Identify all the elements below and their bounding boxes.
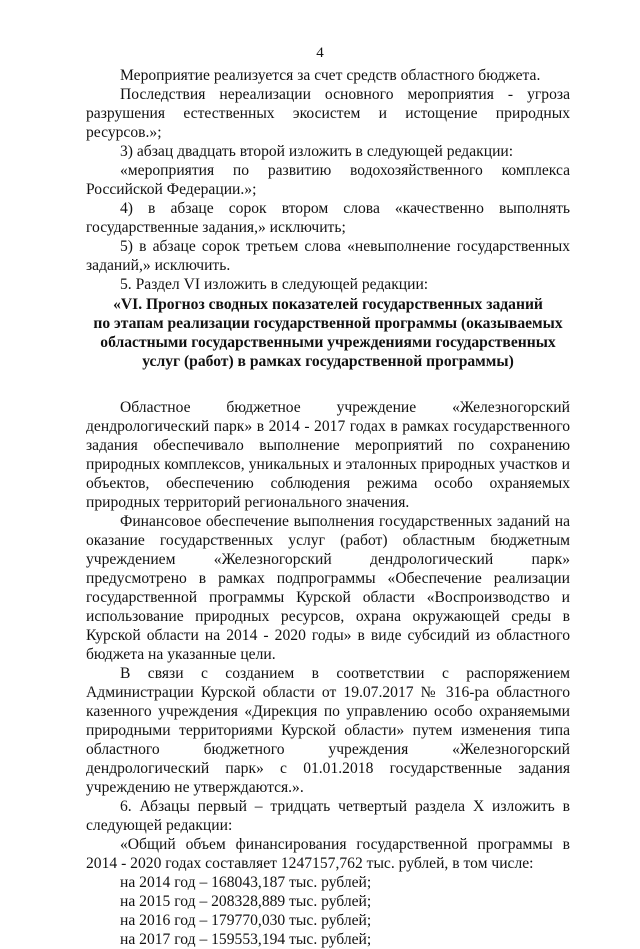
heading-line: по этапам реализации государственной программы (оказываемых (93, 315, 563, 332)
paragraph: Областное бюджетное учреждение «Железногорский дендрологический парк» в 2014 - 2017 годах в рамках государственного задания обеспечивало выполнение мероприятий по сохранению природных комплексов, уникальных и эталонных природных участков и объектов, обеспечению соблюдения режима особо охраняемых природных территорий регионального значения. (86, 399, 570, 511)
spacer (86, 371, 570, 398)
funding-year-line: на 2014 год – 168043,187 тыс. рублей; (120, 874, 372, 891)
paragraph: Мероприятие реализуется за счет средств областного бюджета. (120, 67, 541, 84)
paragraph: «мероприятия по развитию водохозяйственного комплекса Российской Федерации.»; (86, 162, 570, 198)
section-heading (86, 295, 570, 371)
paragraph: Последствия нереализации основного мероприятия - угроза разрушения естественных экосистем и истощение природных ресурсов.»; (86, 86, 570, 141)
paragraph: В связи с созданием в соответствии с распоряжением Администрации Курской области от 19.07.2017 № 316-ра областного казенного учреждения «Дирекция по управлению особо охраняемыми природными территориями Курской области» путем изменения типа областного бюджетного учреждения «Железногорский дендрологический парк» с 01.01.2018 государственные задания учреждению не утверждаются.». (86, 665, 570, 796)
heading-line: услуг (работ) в рамках государственной программы) (142, 353, 514, 370)
paragraph: 4) в абзаце сорок втором слова «качественно выполнять государственные задания,» исключить; (86, 200, 570, 236)
paragraph: Финансовое обеспечение выполнения государственных заданий на оказание государственных услуг (работ) областным бюджетным учреждением «Железногорский дендрологический парк» предусмотрено в рамках подпрограммы «Обеспечение реализации государственной программы Курской области «Воспроизводство и использование природных ресурсов, охрана окружающей среды в Курской области на 2014 - 2020 годы» в виде субсидий из областного бюджета на указанные цели. (86, 513, 570, 663)
paragraph: «Общий объем финансирования государственной программы в 2014 - 2020 годах составляет 1247157,762 тыс. рублей, в том числе: (86, 836, 570, 872)
funding-year-line: на 2017 год – 159553,194 тыс. рублей; (120, 931, 372, 948)
funding-year-line: на 2015 год – 208328,889 тыс. рублей; (120, 893, 372, 910)
paragraph: 5) в абзаце сорок третьем слова «невыполнение государственных заданий,» исключить. (86, 238, 570, 274)
paragraph: 3) абзац двадцать второй изложить в следующей редакции: (120, 143, 514, 160)
page-number: 4 (316, 45, 324, 61)
heading-line: областными государственными учреждениями государственных (100, 334, 556, 351)
paragraph: 5. Раздел VI изложить в следующей редакции: (120, 276, 429, 293)
funding-year-line: на 2016 год – 179770,030 тыс. рублей; (120, 912, 372, 929)
paragraph: 6. Абзацы первый – тридцать четвертый раздела X изложить в следующей редакции: (86, 798, 570, 834)
document-body (86, 66, 570, 949)
heading-line: «VI. Прогноз сводных показателей государственных заданий (113, 296, 543, 313)
